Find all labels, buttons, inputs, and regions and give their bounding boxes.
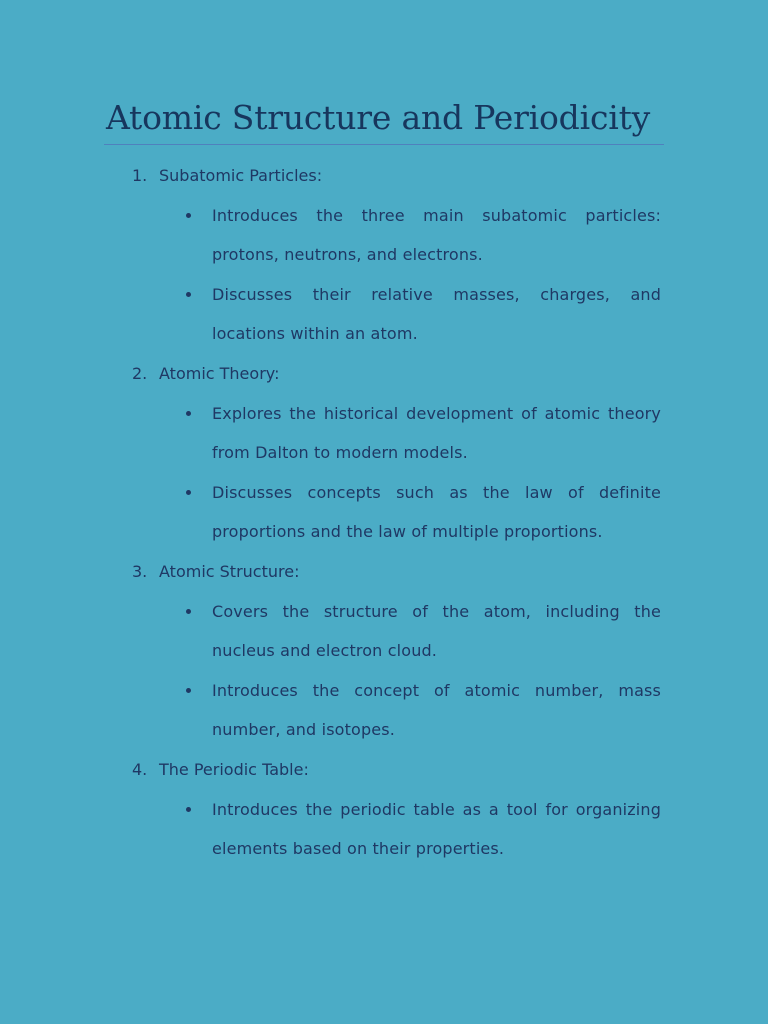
bullet-text: Introduces the concept of atomic number, mass number, and isotopes.	[212, 680, 661, 740]
section-label: Subatomic Particles:	[159, 166, 323, 185]
section-label: The Periodic Table:	[159, 759, 309, 779]
section-heading	[0, 156, 768, 196]
list-item	[0, 394, 768, 473]
bullet-text: Explores the historical development of atomic theory from Dalton to modern models.	[212, 403, 661, 463]
bullet-list	[0, 790, 768, 869]
bullet-list	[0, 196, 768, 354]
bullet-icon	[186, 292, 191, 297]
bullet-icon	[186, 688, 191, 693]
section-atomic-theory	[0, 354, 768, 552]
section-subatomic-particles	[0, 156, 768, 354]
section-number: 3.	[132, 561, 148, 581]
list-item	[0, 275, 768, 354]
section-number: 1.	[132, 166, 148, 185]
list-item	[0, 196, 768, 275]
section-number: 2.	[132, 363, 148, 383]
title-underline	[104, 144, 664, 145]
page-title: Atomic Structure and Periodicity	[106, 98, 651, 137]
section-atomic-structure	[0, 552, 768, 750]
section-label: Atomic Theory:	[159, 363, 280, 383]
list-item	[0, 790, 768, 869]
bullet-list	[0, 592, 768, 750]
list-item	[0, 671, 768, 750]
bullet-text: Discusses concepts such as the law of definite proportions and the law of multiple proportions.	[212, 482, 661, 542]
outline-list	[0, 156, 768, 869]
bullet-text: Introduces the periodic table as a tool for organizing elements based on their properties.	[212, 799, 661, 859]
bullet-text: Discusses their relative masses, charges, and locations within an atom.	[212, 284, 661, 344]
list-item	[0, 473, 768, 552]
section-heading	[0, 552, 768, 592]
bullet-text: Covers the structure of the atom, including the nucleus and electron cloud.	[212, 601, 661, 661]
section-periodic-table	[0, 750, 768, 869]
section-number: 4.	[132, 759, 148, 779]
section-heading	[0, 354, 768, 394]
bullet-text: Introduces the three main subatomic particles: protons, neutrons, and electrons.	[212, 205, 661, 265]
bullet-icon	[186, 807, 191, 812]
bullet-icon	[186, 490, 191, 495]
list-item	[0, 592, 768, 671]
section-heading	[0, 750, 768, 790]
section-label: Atomic Structure:	[159, 561, 300, 581]
bullet-list	[0, 394, 768, 552]
bullet-icon	[186, 411, 191, 416]
bullet-icon	[186, 213, 191, 218]
bullet-icon	[186, 609, 191, 614]
